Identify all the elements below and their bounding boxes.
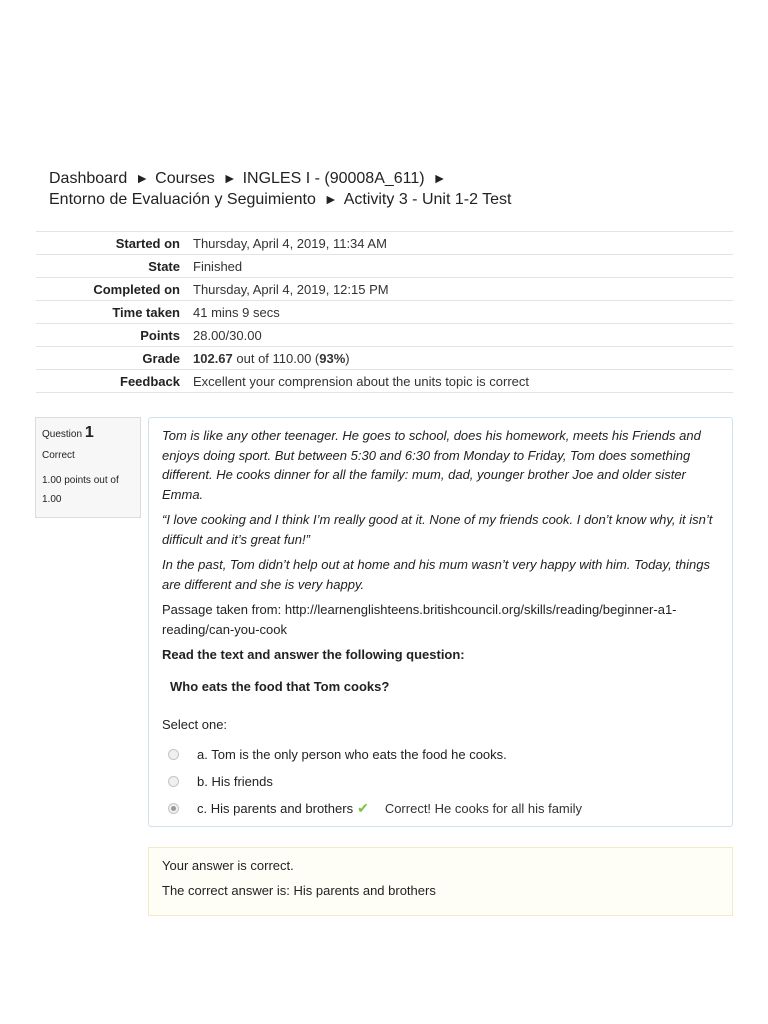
answer-option-b[interactable] bbox=[168, 768, 719, 795]
summary-row-grade bbox=[36, 347, 733, 370]
option-feedback: Correct! He cooks for all his family bbox=[384, 800, 583, 816]
passage-source: Passage taken from: http://learnenglishteens.britishcouncil.org/skills/reading/beginner-a1-reading/can-you-cook bbox=[162, 602, 677, 637]
summary-value: 41 mins 9 secs bbox=[193, 304, 280, 320]
select-one-label: Select one: bbox=[162, 717, 228, 732]
breadcrumb-section[interactable]: Entorno de Evaluación y Seguimiento bbox=[49, 191, 316, 208]
summary-label: Feedback bbox=[120, 373, 180, 389]
breadcrumb-courses[interactable]: Courses bbox=[155, 170, 215, 187]
grade-percent: 93% bbox=[319, 350, 346, 366]
option-label: b. His friends bbox=[197, 773, 273, 789]
breadcrumb-dashboard[interactable]: Dashboard bbox=[49, 170, 128, 187]
summary-row-started bbox=[36, 232, 733, 255]
summary-value: 28.00/30.00 bbox=[193, 327, 262, 343]
passage-paragraph: In the past, Tom didn’t help out at home and his mum wasn’t very happy with him. Today, things are different and she is very happy. bbox=[162, 557, 710, 592]
question-outcome bbox=[148, 847, 733, 916]
option-label: c. His parents and brothers bbox=[197, 800, 354, 816]
radio-option-c[interactable] bbox=[168, 803, 179, 814]
breadcrumb-course[interactable]: INGLES I - (90008A_611) bbox=[242, 170, 425, 187]
summary-label: Completed on bbox=[93, 281, 180, 297]
breadcrumb-separator-icon: ► bbox=[323, 191, 338, 207]
option-label: a. Tom is the only person who eats the food he cooks. bbox=[197, 746, 507, 762]
radio-option-b[interactable] bbox=[168, 776, 179, 787]
question-number: Question 1 bbox=[42, 424, 94, 441]
breadcrumb-separator-icon: ► bbox=[135, 170, 150, 186]
breadcrumb-activity[interactable]: Activity 3 - Unit 1-2 Test bbox=[343, 191, 512, 208]
summary-value: Excellent your comprension about the units topic is correct bbox=[193, 373, 530, 389]
summary-label: Grade bbox=[142, 350, 180, 366]
breadcrumb-separator-icon: ► bbox=[432, 170, 447, 186]
correct-answer: The correct answer is: His parents and brothers bbox=[162, 883, 436, 898]
passage-paragraph: Tom is like any other teenager. He goes to school, does his homework, meets his Friends and enjoys doing sport. But between 5:30 and 6:30 from Monday to Friday, Tom does something different. He cooks dinner for all the family: mum, dad, younger brother Joe and older sister Emma. bbox=[162, 428, 701, 502]
grade-outof: out of 110.00 ( bbox=[236, 350, 320, 366]
summary-label: Points bbox=[140, 327, 180, 343]
summary-value bbox=[186, 347, 733, 370]
grade-close: ) bbox=[345, 350, 350, 366]
summary-label: State bbox=[148, 258, 180, 274]
question-formulation bbox=[148, 417, 733, 827]
check-icon: ✔ bbox=[357, 799, 369, 816]
breadcrumb-separator-icon: ► bbox=[222, 170, 237, 186]
question-instruction: Read the text and answer the following question: bbox=[162, 647, 465, 662]
question-info bbox=[35, 417, 141, 518]
question-prompt: Who eats the food that Tom cooks? bbox=[170, 678, 390, 694]
summary-row-state bbox=[36, 255, 733, 278]
breadcrumb bbox=[49, 168, 729, 210]
question-state: Correct bbox=[42, 450, 75, 461]
answer-option-c[interactable] bbox=[168, 795, 719, 822]
summary-value: Finished bbox=[193, 258, 243, 274]
summary-row-feedback bbox=[36, 370, 733, 393]
grade-score: 102.67 bbox=[193, 350, 233, 366]
summary-value: Thursday, April 4, 2019, 11:34 AM bbox=[193, 235, 387, 251]
summary-label: Started on bbox=[115, 235, 180, 251]
summary-row-points bbox=[36, 324, 733, 347]
outcome-message: Your answer is correct. bbox=[162, 858, 294, 873]
attempt-summary-table bbox=[36, 231, 733, 393]
summary-row-time-taken bbox=[36, 301, 733, 324]
question-grade: 1.00 points out of 1.00 bbox=[42, 475, 119, 505]
radio-option-a[interactable] bbox=[168, 749, 179, 760]
summary-value: Thursday, April 4, 2019, 12:15 PM bbox=[193, 281, 389, 297]
summary-row-completed bbox=[36, 278, 733, 301]
answer-option-a[interactable] bbox=[168, 741, 719, 768]
summary-label: Time taken bbox=[112, 304, 180, 320]
passage-paragraph: “I love cooking and I think I’m really good at it. None of my friends cook. I don’t know why, it isn’t difficult and it’s great fun!” bbox=[162, 512, 713, 547]
